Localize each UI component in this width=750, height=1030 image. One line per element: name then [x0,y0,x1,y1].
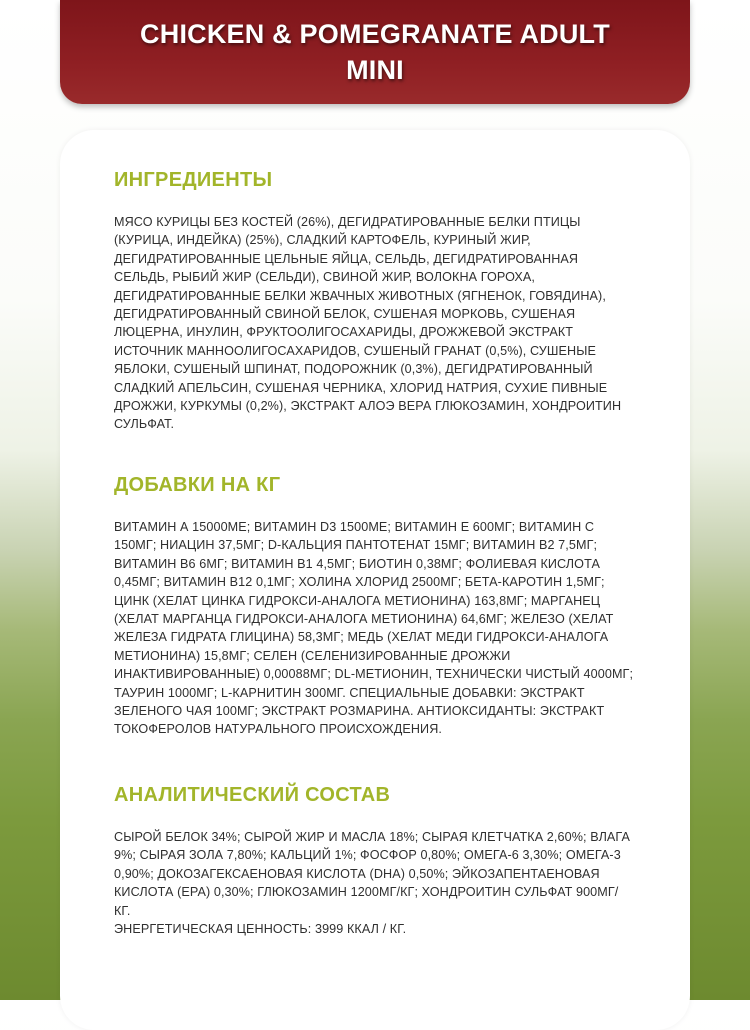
additives-section [114,473,634,739]
additives-heading: ДОБАВКИ НА КГ [114,474,281,496]
analytical-text: СЫРОЙ БЕЛОК 34%; СЫРОЙ ЖИР И МАСЛА 18%; СЫРАЯ КЛЕТЧАТКА 2,60%; ВЛАГА 9%; СЫРАЯ ЗОЛА 7,80%; КАЛЬЦИЙ 1%; ФОСФОР 0,80%; ОМЕГА-6 3,30%; ОМЕГА-3 0,90%; ДОКОЗАГЕКСАЕНОВАЯ КИСЛОТА (DHA) 0,50%; ЭЙКОЗАПЕНТАЕНОВАЯ КИСЛОТА (EPA) 0,30%; ГЛЮКОЗАМИН 1200МГ/КГ; ХОНДРОИТИН СУЛЬФАТ 900МГ/КГ. [114,830,631,918]
title-banner [60,0,690,104]
product-title: CHICKEN & POMEGRANATE ADULT MINI [140,19,610,85]
additives-text: ВИТАМИН А 15000МЕ; ВИТАМИН D3 1500МЕ; ВИТАМИН Е 600МГ; ВИТАМИН С 150МГ; НИАЦИН 37,5МГ; D-КАЛЬЦИЯ ПАНТОТЕНАТ 15МГ; ВИТАМИН В2 7,5МГ; ВИТАМИН В6 6МГ; ВИТАМИН В1 4,5МГ; БИОТИН 0,38МГ; ФОЛИЕВАЯ КИСЛОТА 0,45МГ; ВИТАМИН В12 0,1МГ; ХОЛИНА ХЛОРИД 2500МГ; БЕТА-КАРОТИН 1,5МГ; ЦИНК (ХЕЛАТ ЦИНКА ГИДРОКСИ-АНАЛОГА МЕТИОНИНА) 163,8МГ; МАРГАНЕЦ (ХЕЛАТ МАРГАНЦА ГИДРОКСИ-АНАЛОГА МЕТИОНИНА) 64,6МГ; ЖЕЛЕЗО (ХЕЛАТ ЖЕЛЕЗА ГИДРАТА ГЛИЦИНА) 58,3МГ; МЕДЬ (ХЕЛАТ МЕДИ ГИДРОКСИ-АНАЛОГА МЕТИОНИНА) 15,8МГ; СЕЛЕН (СЕЛЕНИЗИРОВАННЫЕ ДРОЖЖИ ИНАКТИВИРОВАННЫЕ) 0,00088МГ; DL-МЕТИОНИН, ТЕХНИЧЕСКИ ЧИСТЫЙ 4000МГ; ТАУРИН 1000МГ; L-КАРНИТИН 300МГ. СПЕЦИАЛЬНЫЕ ДОБАВКИ: ЭКСТРАКТ ЗЕЛЕНОГО ЧАЯ 100МГ; ЭКСТРАКТ РОЗМАРИНА. АНТИОКСИДАНТЫ: ЭКСТРАКТ ТОКОФЕРОЛОВ НАТУРАЛЬНОГО ПРОИСХОЖДЕНИЯ. [114,520,634,737]
analytical-section [114,783,634,938]
ingredients-heading: ИНГРЕДИЕНТЫ [114,169,273,191]
analytical-heading: АНАЛИТИЧЕСКИЙ СОСТАВ [114,784,391,806]
ingredients-section [114,168,634,434]
energy-value-text: ЭНЕРГЕТИЧЕСКАЯ ЦЕННОСТЬ: 3999 ККАЛ / КГ. [114,922,407,937]
ingredients-text: МЯСО КУРИЦЫ БЕЗ КОСТЕЙ (26%), ДЕГИДРАТИРОВАННЫЕ БЕЛКИ ПТИЦЫ (КУРИЦА, ИНДЕЙКА) (25%), СЛАДКИЙ КАРТОФЕЛЬ, КУРИНЫЙ ЖИР, ДЕГИДРАТИРОВАННЫЕ ЦЕЛЬНЫЕ ЯЙЦА, СЕЛЬДЬ, ДЕГИДРАТИРОВАННАЯ СЕЛЬДЬ, РЫБИЙ ЖИР (СЕЛЬДИ), СВИНОЙ ЖИР, ВОЛОКНА ГОРОХА, ДЕГИДРАТИРОВАННЫЕ БЕЛКИ ЖВАЧНЫХ ЖИВОТНЫХ (ЯГНЕНОК, ГОВЯДИНА), ДЕГИДРАТИРОВАННЫЙ СВИНОЙ БЕЛОК, СУШЕНАЯ МОРКОВЬ, СУШЕНАЯ ЛЮЦЕРНА, ИНУЛИН, ФРУКТООЛИГОСАХАРИДЫ, ДРОЖЖЕВОЙ ЭКСТРАКТ ИСТОЧНИК МАННООЛИГОСАХАРИДОВ, СУШЕНЫЙ ГРАНАТ (0,5%), СУШЕНЫЕ ЯБЛОКИ, СУШЕНЫЙ ШПИНАТ, ПОДОРОЖНИК (0,3%), ДЕГИДРАТИРОВАННЫЙ СЛАДКИЙ АПЕЛЬСИН, СУШЕНАЯ ЧЕРНИКА, ХЛОРИД НАТРИЯ, СУХИЕ ПИВНЫЕ ДРОЖЖИ, КУРКУМЫ (0,2%), ЭКСТРАКТ АЛОЭ ВЕРА ГЛЮКОЗАМИН, ХОНДРОИТИН СУЛЬФАТ. [114,215,622,432]
